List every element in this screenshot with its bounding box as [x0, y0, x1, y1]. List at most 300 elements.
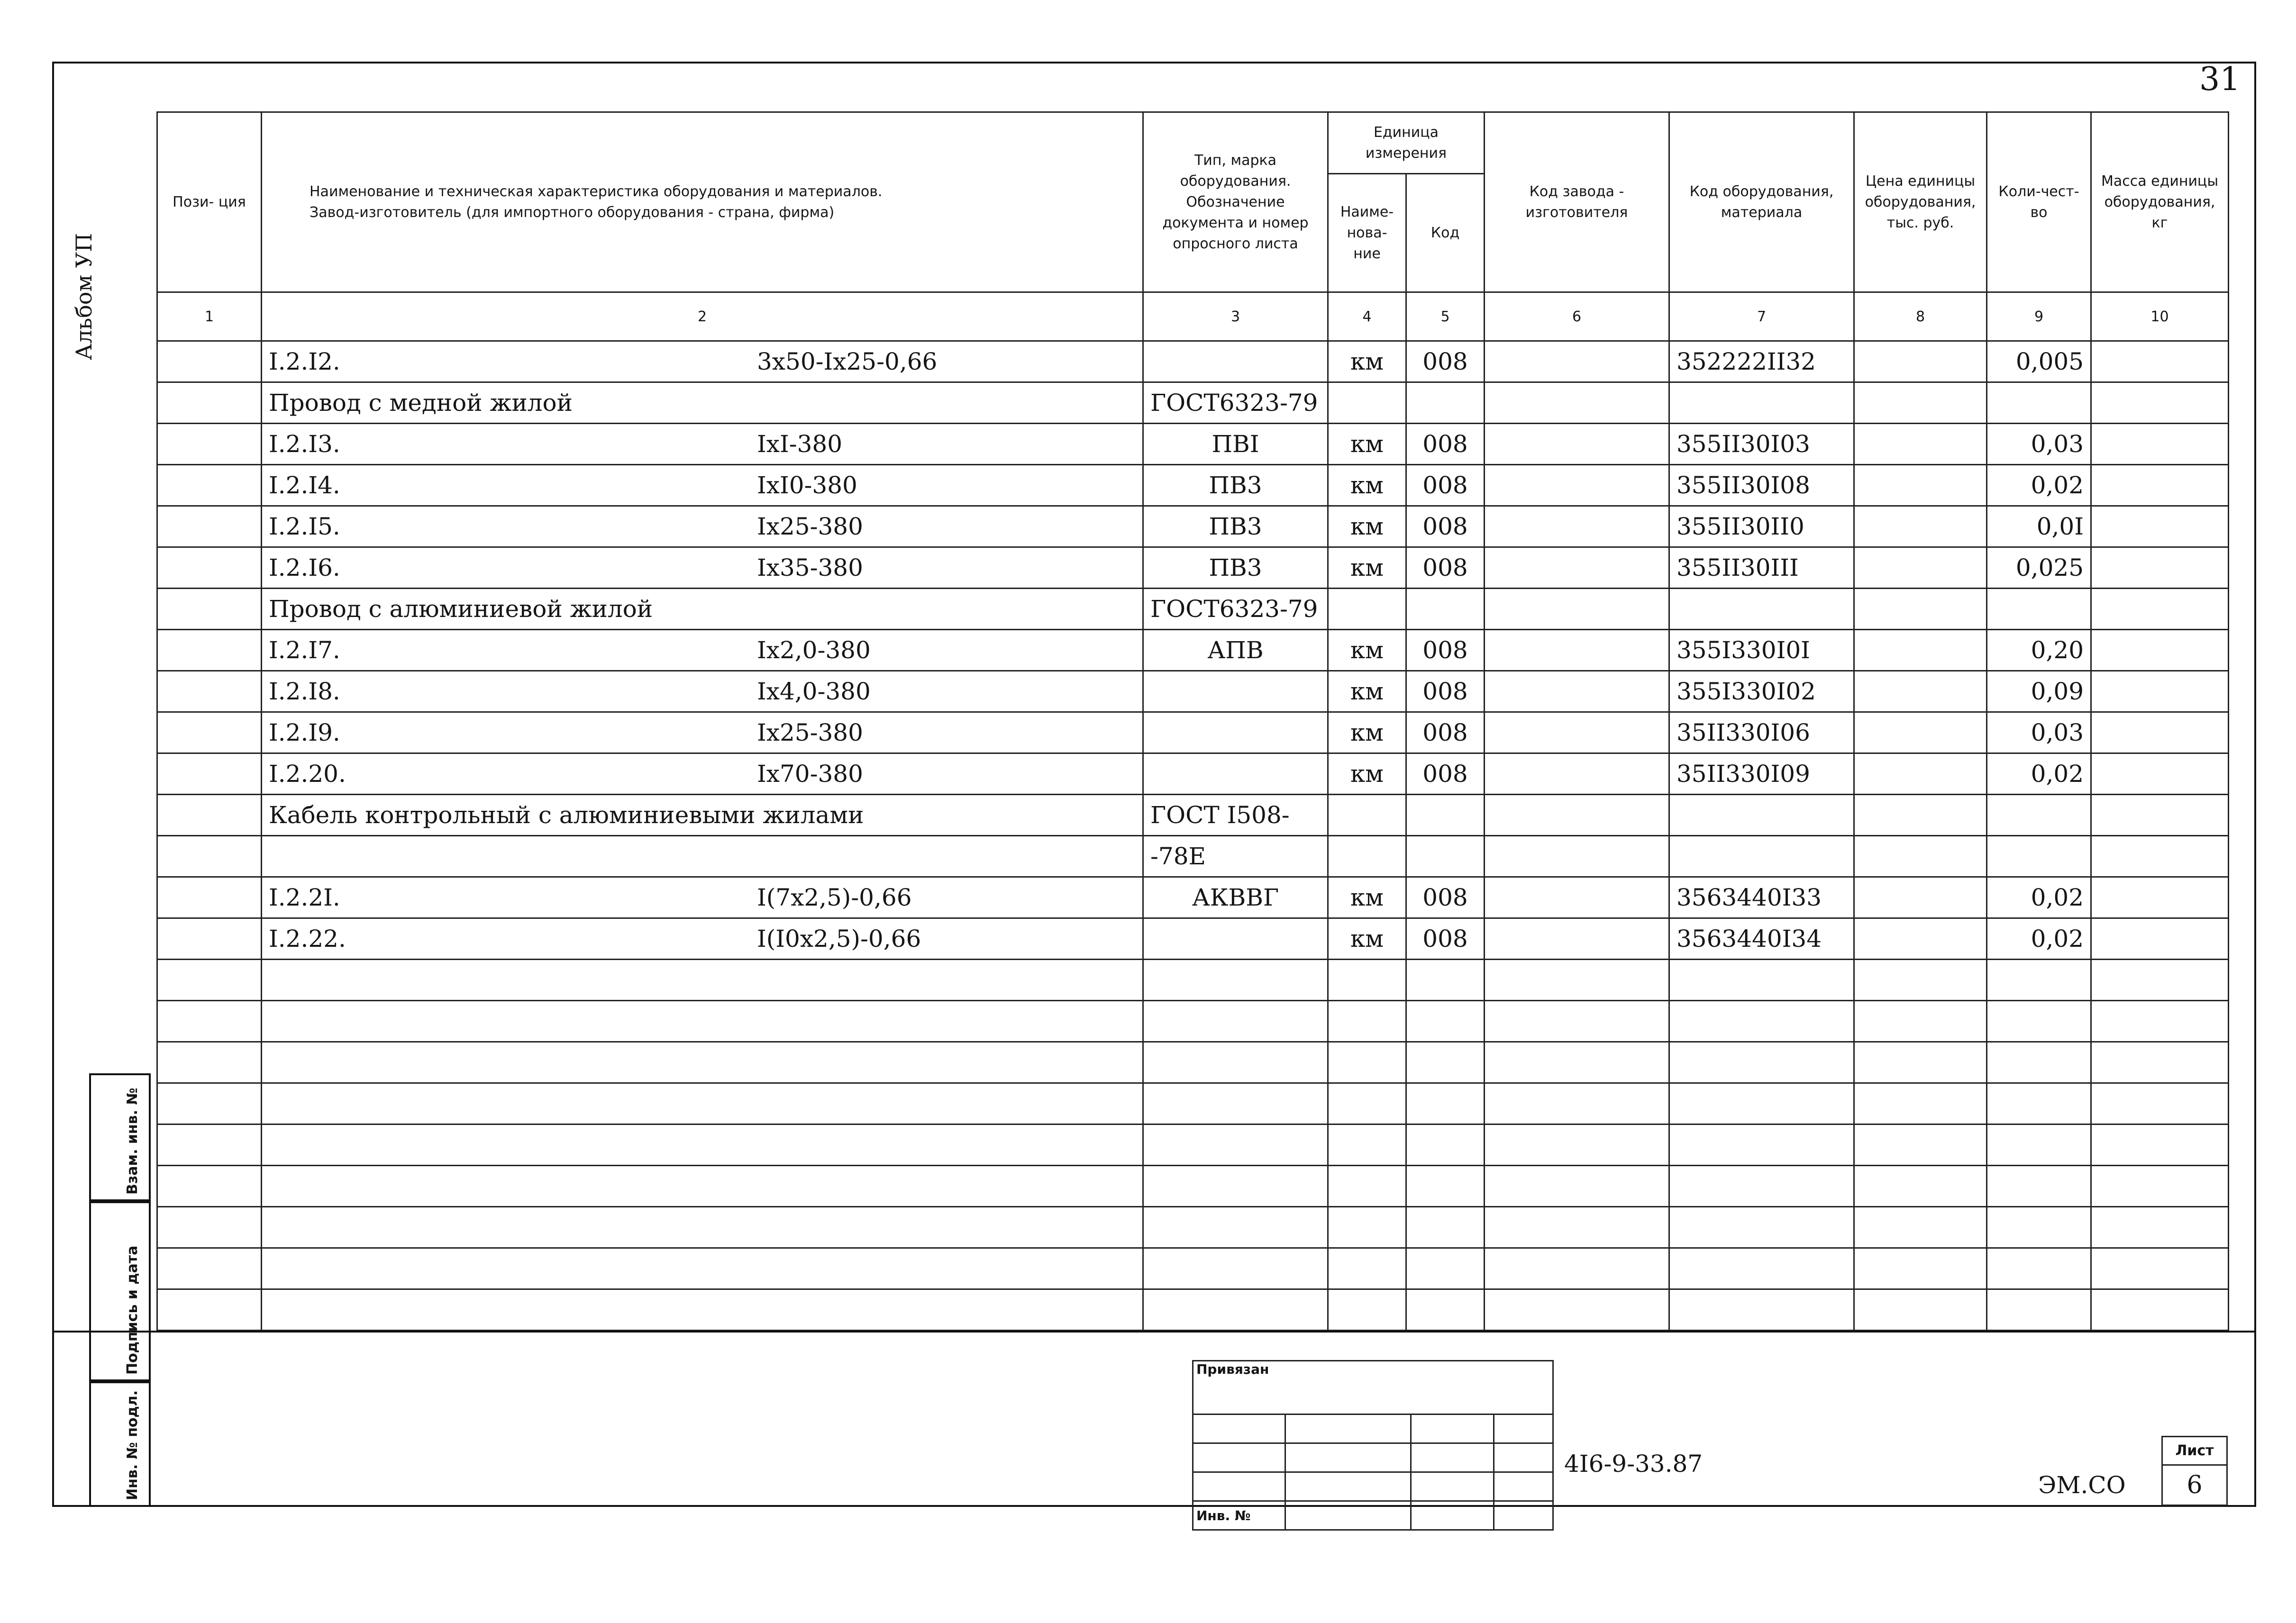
cell-quantity: 0,02	[1987, 877, 2091, 918]
cell-factory-code	[1485, 877, 1669, 918]
empty-cell	[1669, 1124, 1854, 1166]
empty-row	[157, 1124, 2229, 1166]
cell-unit-code	[1406, 795, 1485, 836]
cell-price	[1854, 712, 1987, 753]
column-number: 1	[157, 292, 262, 341]
cell-position	[157, 712, 262, 753]
cell-price	[1854, 753, 1987, 795]
cell-mass	[2091, 506, 2229, 547]
cell-position	[157, 836, 262, 877]
cell-unit-code: 008	[1406, 506, 1485, 547]
header-name: Наименование и техническая характеристика оборудования и материалов. Завод-изготовитель (для импортного оборудования - страна, фирма)	[262, 112, 1143, 292]
cell-factory-code	[1485, 836, 1669, 877]
cell-factory-code	[1485, 382, 1669, 424]
column-number: 2	[262, 292, 1143, 341]
empty-cell	[157, 1207, 262, 1248]
empty-cell	[1406, 1083, 1485, 1124]
cell-unit: км	[1328, 630, 1406, 671]
page-number: 31	[2199, 61, 2241, 98]
empty-cell	[1485, 960, 1669, 1001]
empty-cell	[1328, 1124, 1406, 1166]
empty-cell	[262, 1083, 1143, 1124]
cell-quantity	[1987, 382, 2091, 424]
cell-quantity: 0,02	[1987, 918, 2091, 960]
cell-unit-code	[1406, 589, 1485, 630]
empty-cell	[1669, 1166, 1854, 1207]
cell-mass	[2091, 465, 2229, 506]
cell-mass	[2091, 589, 2229, 630]
table-row	[157, 382, 2229, 424]
stamp-title: Привязан	[1193, 1361, 1553, 1414]
empty-cell	[1669, 960, 1854, 1001]
empty-cell	[1485, 1124, 1669, 1166]
cell-quantity: 0,005	[1987, 341, 2091, 382]
item-name: Кабель контрольный с алюминиевыми жилами	[269, 801, 864, 829]
cell-material-code: 355II30I08	[1669, 465, 1854, 506]
cell-material-code: 355II30III	[1669, 547, 1854, 589]
table-row	[157, 547, 2229, 589]
cell-mass	[2091, 630, 2229, 671]
empty-cell	[1854, 960, 1987, 1001]
cell-type: ГОСТ6323-79	[1143, 382, 1328, 424]
cell-position	[157, 918, 262, 960]
sheet-box	[2161, 1436, 2228, 1506]
cell-unit-code: 008	[1406, 547, 1485, 589]
item-name: Провод с медной жилой	[269, 389, 573, 417]
cell-material-code: 3563440I34	[1669, 918, 1854, 960]
cell-unit: км	[1328, 918, 1406, 960]
cell-unit	[1328, 836, 1406, 877]
cell-position	[157, 671, 262, 712]
cell-unit: км	[1328, 465, 1406, 506]
empty-cell	[1854, 1042, 1987, 1083]
empty-cell	[1406, 1042, 1485, 1083]
empty-cell	[1854, 1001, 1987, 1042]
cell-unit-code: 008	[1406, 877, 1485, 918]
empty-cell	[1485, 1166, 1669, 1207]
cell-material-code: 35II330I06	[1669, 712, 1854, 753]
cell-position	[157, 341, 262, 382]
empty-cell	[1406, 1207, 1485, 1248]
empty-cell	[1669, 1207, 1854, 1248]
empty-cell	[1987, 1001, 2091, 1042]
empty-cell	[1328, 1166, 1406, 1207]
empty-cell	[2091, 1042, 2229, 1083]
empty-cell	[1406, 1248, 1485, 1289]
cell-type: ПВI	[1143, 424, 1328, 465]
album-label: Альбом УП	[71, 233, 97, 360]
empty-cell	[1406, 1001, 1485, 1042]
cell-name	[262, 506, 1143, 547]
empty-cell	[1328, 960, 1406, 1001]
cell-quantity: 0,03	[1987, 712, 2091, 753]
cell-unit-code	[1406, 836, 1485, 877]
empty-cell	[157, 960, 262, 1001]
empty-cell	[1328, 1207, 1406, 1248]
item-name: I.2.I2.	[269, 348, 340, 375]
cell-unit-code: 008	[1406, 630, 1485, 671]
cell-position	[157, 547, 262, 589]
cell-name	[262, 795, 1143, 836]
empty-cell	[2091, 1083, 2229, 1124]
header-quantity: Коли-чест-во	[1987, 112, 2091, 292]
side-box-replace-inv	[89, 1073, 151, 1201]
empty-cell	[1485, 1001, 1669, 1042]
cell-quantity: 0,0I	[1987, 506, 2091, 547]
empty-cell	[1987, 1248, 2091, 1289]
cell-position	[157, 506, 262, 547]
column-number: 5	[1406, 292, 1485, 341]
empty-cell	[157, 1166, 262, 1207]
empty-cell	[2091, 1124, 2229, 1166]
empty-cell	[1669, 1042, 1854, 1083]
cell-mass	[2091, 836, 2229, 877]
cell-price	[1854, 589, 1987, 630]
empty-cell	[1987, 1166, 2091, 1207]
cell-price	[1854, 341, 1987, 382]
empty-cell	[1854, 1083, 1987, 1124]
item-spec: Ix2,0-380	[757, 636, 871, 664]
empty-cell	[1328, 1083, 1406, 1124]
cell-quantity: 0,09	[1987, 671, 2091, 712]
sheet-number: 6	[2162, 1465, 2227, 1505]
cell-type: АПВ	[1143, 630, 1328, 671]
item-spec: Ix35-380	[757, 554, 863, 581]
cell-mass	[2091, 918, 2229, 960]
empty-cell	[262, 1001, 1143, 1042]
cell-material-code: 35II330I09	[1669, 753, 1854, 795]
empty-cell	[1406, 1124, 1485, 1166]
cell-price	[1854, 671, 1987, 712]
cell-name	[262, 671, 1143, 712]
empty-cell	[1328, 1289, 1406, 1331]
cell-material-code: 352222II32	[1669, 341, 1854, 382]
empty-cell	[1987, 960, 2091, 1001]
item-name: I.2.I4.	[269, 471, 340, 499]
empty-cell	[157, 1124, 262, 1166]
empty-cell	[262, 1124, 1143, 1166]
table-row	[157, 341, 2229, 382]
empty-cell	[2091, 1166, 2229, 1207]
table-row	[157, 712, 2229, 753]
cell-quantity: 0,02	[1987, 465, 2091, 506]
item-spec: I(I0x2,5)-0,66	[757, 925, 921, 952]
cell-factory-code	[1485, 589, 1669, 630]
cell-type: ПВ3	[1143, 465, 1328, 506]
empty-cell	[157, 1001, 262, 1042]
cell-material-code	[1669, 795, 1854, 836]
cell-type	[1143, 671, 1328, 712]
empty-cell	[157, 1289, 262, 1331]
cell-unit: км	[1328, 506, 1406, 547]
cell-factory-code	[1485, 341, 1669, 382]
cell-type: ГОСТ6323-79	[1143, 589, 1328, 630]
empty-cell	[1143, 1289, 1328, 1331]
cell-unit-code	[1406, 382, 1485, 424]
empty-cell	[1328, 1001, 1406, 1042]
header-unit: Единица измерения	[1328, 112, 1485, 174]
cell-name	[262, 547, 1143, 589]
empty-cell	[1328, 1042, 1406, 1083]
table-row	[157, 918, 2229, 960]
item-name: I.2.I8.	[269, 678, 340, 705]
column-number: 6	[1485, 292, 1669, 341]
empty-row	[157, 1166, 2229, 1207]
item-name: I.2.I3.	[269, 430, 340, 458]
cell-price	[1854, 547, 1987, 589]
cell-mass	[2091, 795, 2229, 836]
cell-unit-code: 008	[1406, 753, 1485, 795]
cell-type: -78Е	[1143, 836, 1328, 877]
cell-unit: км	[1328, 547, 1406, 589]
table-row	[157, 589, 2229, 630]
empty-cell	[262, 1207, 1143, 1248]
table-row	[157, 877, 2229, 918]
column-number: 8	[1854, 292, 1987, 341]
header-mass: Масса единицы оборудования, кг	[2091, 112, 2229, 292]
empty-cell	[2091, 1289, 2229, 1331]
cell-unit: км	[1328, 671, 1406, 712]
column-number-row	[157, 292, 2229, 341]
cell-name	[262, 465, 1143, 506]
specification-table	[156, 111, 2229, 1331]
sheet-label: Лист	[2162, 1437, 2227, 1465]
empty-cell	[1485, 1289, 1669, 1331]
empty-cell	[1854, 1124, 1987, 1166]
header-equipment-code: Код оборудования, материала	[1669, 112, 1854, 292]
cell-unit-code: 008	[1406, 671, 1485, 712]
item-spec: IxI0-380	[757, 471, 857, 499]
cell-position	[157, 630, 262, 671]
binding-stamp	[1192, 1360, 1554, 1531]
table-row	[157, 506, 2229, 547]
cell-material-code: 355I330I02	[1669, 671, 1854, 712]
cell-type: ГОСТ I508-	[1143, 795, 1328, 836]
cell-mass	[2091, 341, 2229, 382]
item-name: I.2.20.	[269, 760, 346, 788]
empty-cell	[1328, 1248, 1406, 1289]
cell-unit	[1328, 795, 1406, 836]
cell-unit: км	[1328, 424, 1406, 465]
cell-factory-code	[1485, 795, 1669, 836]
cell-unit-code: 008	[1406, 712, 1485, 753]
cell-quantity	[1987, 795, 2091, 836]
empty-cell	[262, 1248, 1143, 1289]
cell-factory-code	[1485, 671, 1669, 712]
cell-unit: км	[1328, 753, 1406, 795]
cell-mass	[2091, 877, 2229, 918]
cell-factory-code	[1485, 630, 1669, 671]
empty-cell	[2091, 1001, 2229, 1042]
empty-cell	[1987, 1124, 2091, 1166]
empty-cell	[1854, 1248, 1987, 1289]
empty-cell	[2091, 1207, 2229, 1248]
empty-row	[157, 960, 2229, 1001]
table-row	[157, 630, 2229, 671]
empty-cell	[262, 1289, 1143, 1331]
column-number: 10	[2091, 292, 2229, 341]
cell-name	[262, 424, 1143, 465]
cell-type: ПВ3	[1143, 547, 1328, 589]
cell-price	[1854, 382, 1987, 424]
cell-factory-code	[1485, 712, 1669, 753]
cell-unit: км	[1328, 877, 1406, 918]
empty-cell	[1669, 1001, 1854, 1042]
item-spec: Ix70-380	[757, 760, 863, 788]
cell-type: ПВ3	[1143, 506, 1328, 547]
cell-mass	[2091, 424, 2229, 465]
table-row	[157, 836, 2229, 877]
cell-unit-code: 008	[1406, 465, 1485, 506]
cell-material-code	[1669, 836, 1854, 877]
item-spec: IxI-380	[757, 430, 843, 458]
item-name: Провод с алюминиевой жилой	[269, 595, 653, 623]
column-number: 9	[1987, 292, 2091, 341]
header-unit-name: Наиме-нова-ние	[1328, 174, 1406, 292]
empty-cell	[262, 960, 1143, 1001]
empty-cell	[1987, 1289, 2091, 1331]
cell-position	[157, 424, 262, 465]
cell-type	[1143, 712, 1328, 753]
empty-row	[157, 1289, 2229, 1331]
empty-cell	[1406, 960, 1485, 1001]
cell-name	[262, 630, 1143, 671]
empty-cell	[1854, 1289, 1987, 1331]
cell-quantity	[1987, 589, 2091, 630]
cell-type	[1143, 918, 1328, 960]
cell-type: АКВВГ	[1143, 877, 1328, 918]
item-spec: 3x50-Ix25-0,66	[757, 348, 938, 375]
empty-row	[157, 1248, 2229, 1289]
cell-name	[262, 712, 1143, 753]
column-number: 3	[1143, 292, 1328, 341]
empty-cell	[1143, 1166, 1328, 1207]
cell-unit	[1328, 589, 1406, 630]
cell-position	[157, 877, 262, 918]
cell-material-code	[1669, 589, 1854, 630]
cell-name	[262, 877, 1143, 918]
document-number: 4I6-9-33.87	[1564, 1450, 1703, 1478]
cell-name	[262, 836, 1143, 877]
empty-cell	[1854, 1166, 1987, 1207]
cell-price	[1854, 877, 1987, 918]
cell-quantity: 0,03	[1987, 424, 2091, 465]
empty-row	[157, 1207, 2229, 1248]
cell-material-code: 355II30II0	[1669, 506, 1854, 547]
empty-cell	[1143, 1207, 1328, 1248]
item-spec: Ix25-380	[757, 719, 863, 746]
empty-cell	[262, 1166, 1143, 1207]
cell-unit-code: 008	[1406, 918, 1485, 960]
cell-material-code: 355I330I0I	[1669, 630, 1854, 671]
cell-factory-code	[1485, 424, 1669, 465]
item-spec: Ix25-380	[757, 513, 863, 540]
item-spec: Ix4,0-380	[757, 678, 871, 705]
cell-material-code: 3563440I33	[1669, 877, 1854, 918]
cell-unit-code: 008	[1406, 424, 1485, 465]
cell-mass	[2091, 671, 2229, 712]
header-price: Цена единицы оборудования, тыс. руб.	[1854, 112, 1987, 292]
stamp-inv-label: Инв. №	[1193, 1501, 1285, 1530]
empty-cell	[1987, 1207, 2091, 1248]
item-name: I.2.I5.	[269, 513, 340, 540]
cell-name	[262, 341, 1143, 382]
empty-cell	[2091, 960, 2229, 1001]
cell-position	[157, 589, 262, 630]
item-name: I.2.I6.	[269, 554, 340, 581]
cell-factory-code	[1485, 918, 1669, 960]
empty-cell	[1669, 1083, 1854, 1124]
cell-name	[262, 382, 1143, 424]
empty-cell	[1485, 1083, 1669, 1124]
empty-cell	[157, 1042, 262, 1083]
cell-factory-code	[1485, 547, 1669, 589]
empty-row	[157, 1001, 2229, 1042]
item-name: I.2.I7.	[269, 636, 340, 664]
empty-row	[157, 1083, 2229, 1124]
cell-position	[157, 795, 262, 836]
table-row	[157, 424, 2229, 465]
cell-price	[1854, 424, 1987, 465]
empty-cell	[1485, 1207, 1669, 1248]
header-unit-code: Код	[1406, 174, 1485, 292]
item-name: I.2.I9.	[269, 719, 340, 746]
table-row	[157, 671, 2229, 712]
cell-factory-code	[1485, 465, 1669, 506]
cell-type	[1143, 341, 1328, 382]
cell-position	[157, 753, 262, 795]
cell-quantity: 0,02	[1987, 753, 2091, 795]
empty-cell	[1143, 1042, 1328, 1083]
side-label-replace-inv: Взам. инв. №	[124, 1088, 141, 1195]
cell-name	[262, 753, 1143, 795]
cell-type	[1143, 753, 1328, 795]
empty-cell	[157, 1083, 262, 1124]
empty-cell	[1406, 1289, 1485, 1331]
cell-price	[1854, 918, 1987, 960]
empty-cell	[1406, 1166, 1485, 1207]
cell-name	[262, 918, 1143, 960]
empty-cell	[1143, 960, 1328, 1001]
empty-cell	[1485, 1248, 1669, 1289]
cell-factory-code	[1485, 506, 1669, 547]
table-row	[157, 753, 2229, 795]
cell-quantity	[1987, 836, 2091, 877]
table-row	[157, 465, 2229, 506]
cell-name	[262, 589, 1143, 630]
cell-price	[1854, 795, 1987, 836]
empty-cell	[1854, 1207, 1987, 1248]
header-position: Пози- ция	[157, 112, 262, 292]
cell-mass	[2091, 382, 2229, 424]
cell-mass	[2091, 547, 2229, 589]
empty-cell	[157, 1248, 262, 1289]
cell-unit-code: 008	[1406, 341, 1485, 382]
empty-cell	[1669, 1289, 1854, 1331]
sheet-code: ЭМ.СО	[2038, 1471, 2126, 1499]
empty-cell	[2091, 1248, 2229, 1289]
empty-cell	[262, 1042, 1143, 1083]
item-name: I.2.22.	[269, 925, 346, 952]
column-number: 7	[1669, 292, 1854, 341]
empty-cell	[1143, 1124, 1328, 1166]
cell-unit	[1328, 382, 1406, 424]
cell-mass	[2091, 712, 2229, 753]
empty-cell	[1143, 1248, 1328, 1289]
table-row	[157, 795, 2229, 836]
column-number: 4	[1328, 292, 1406, 341]
empty-cell	[1143, 1001, 1328, 1042]
